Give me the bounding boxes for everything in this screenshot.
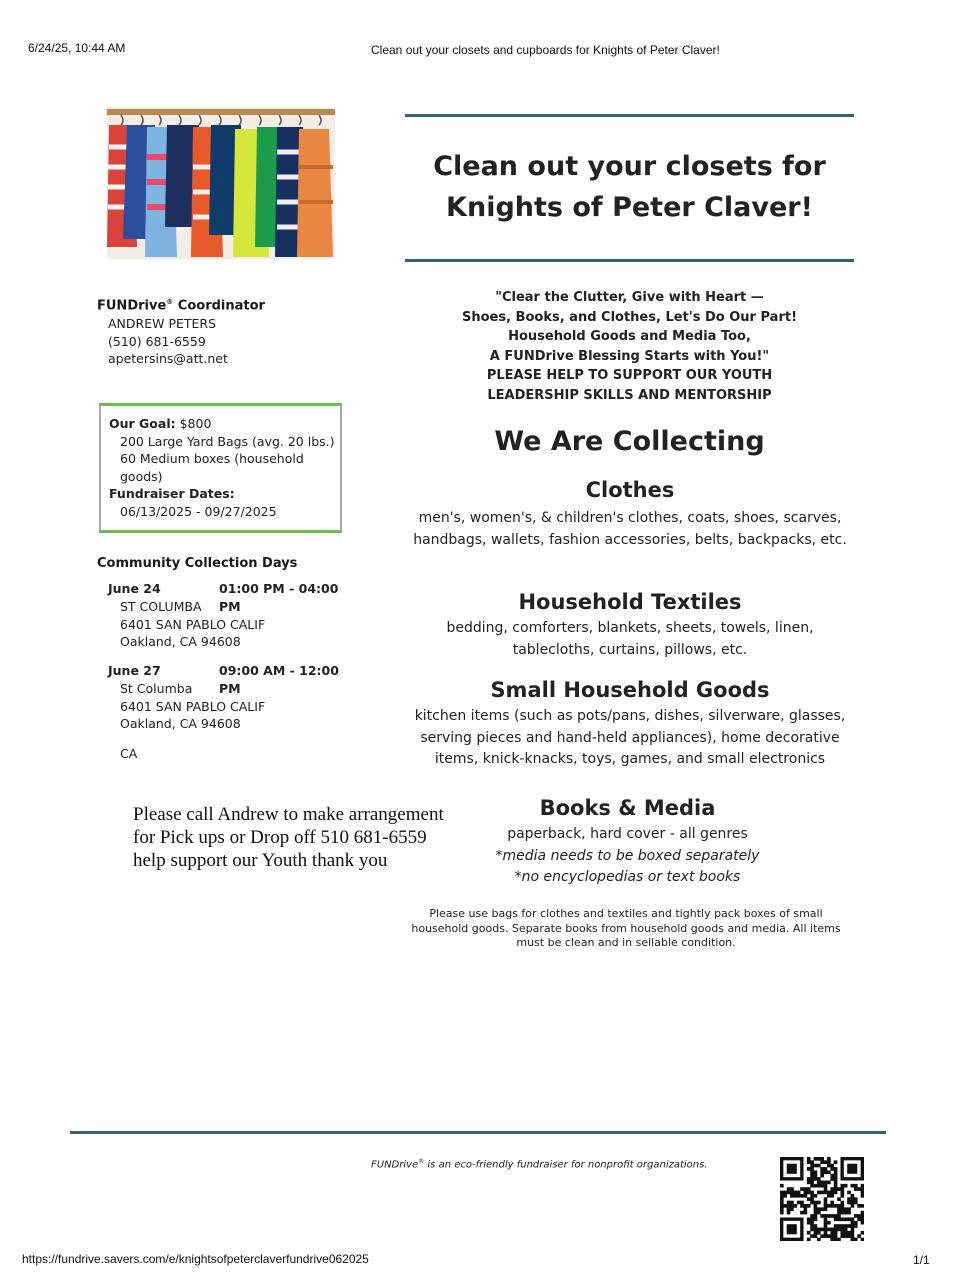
arrangement-note-line: for Pick ups or Drop off 510 681-6559 [133,827,427,848]
slogan-line: PLEASE HELP TO SUPPORT OUR YOUTH [486,368,773,384]
collection-date: June 27 [108,663,161,678]
arrangement-note [133,803,473,872]
collection-time: 01:00 PM - 04:00 PM [219,581,339,614]
category-description [395,618,865,661]
flyer-title-line2: Knights of Peter Claver! [446,192,813,223]
arrangement-note-line: help support our Youth thank you [133,850,388,871]
category-line: serving pieces and hand-held appliances), home decorative [420,729,840,746]
coordinator-email: apetersins@att.net [108,351,228,367]
registered-mark: ® [166,298,174,306]
clothes-rack-photo [107,107,335,259]
category-line: paperback, hard cover - all genres [507,826,748,842]
collection-city: Oakland, CA 94608 [120,716,241,731]
collection-place: ST COLUMBA [120,599,202,614]
category-clothes [395,478,865,551]
collection-state: CA [120,746,138,761]
category-title: Household Textiles [518,590,742,614]
category-description [395,706,865,771]
coordinator-label [97,298,265,313]
goal-content [109,415,339,520]
coordinator-name: ANDREW PETERS [108,316,217,332]
category-line: *no encyclopedias or text books [514,869,741,885]
print-page-title: Clean out your closets and cupboards for Knights of Peter Claver! [371,43,720,57]
collection-day [108,580,358,651]
category-description [395,508,865,551]
slogan-line: Shoes, Books, and Clothes, Let's Do Our Part! [461,309,798,325]
category-line: handbags, wallets, fashion accessories, belts, backpacks, etc. [413,531,847,548]
fundraiser-dates-label: Fundraiser Dates: [109,486,235,501]
category-line: *media needs to be boxed separately [495,847,760,864]
coordinator-block [97,298,265,368]
category-line: bedding, comforters, blankets, sheets, towels, linen, [446,620,814,636]
category-title: Books & Media [539,796,716,820]
print-url[interactable]: https://fundrive.savers.com/e/knightsofpeterclaverfundrive062025 [22,1252,369,1266]
category-title: Small Household Goods [490,678,770,702]
packing-note-line: household goods. Separate books from household goods and media. All items [411,921,841,935]
footer-tagline [371,1158,708,1170]
flyer-title [405,146,854,228]
category-line: items, knick-knacks, toys, games, and small electronics [434,751,826,767]
print-page-number: 1/1 [913,1253,930,1267]
registered-mark: ® [418,1158,425,1165]
collection-city: Oakland, CA 94608 [120,634,241,649]
goal-line: 60 Medium boxes (household [120,451,304,466]
slogan [405,288,854,406]
slogan-line: A FUNDrive Blessing Starts with You!" [489,348,770,364]
coordinator-label-suffix: Coordinator [173,298,265,314]
collection-date: June 24 [108,581,161,596]
collection-heading: Community Collection Days [97,556,298,571]
goal-line: goods) [120,468,163,484]
collection-street: 6401 SAN PABLO CALIF [120,698,266,714]
flyer-title-line1: Clean out your closets for [433,151,826,182]
title-rule-top [405,114,854,117]
goal-amount: $800 [179,416,212,431]
category-line: kitchen items (such as pots/pans, dishes, silverware, glasses, [414,708,846,724]
slogan-line: Household Goods and Media Too, [508,329,751,345]
coordinator-phone: (510) 681-6559 [108,333,206,349]
collection-place: St Columba [120,681,193,696]
slogan-line: LEADERSHIP SKILLS AND MENTORSHIP [487,387,772,403]
coordinator-label-brand: FUNDrive [97,298,167,314]
footer-tagline-text: is an eco-friendly fundraiser for nonprofit organizations. [424,1159,708,1171]
footer-rule [70,1131,886,1134]
collection-day [108,662,358,733]
category-title: Clothes [585,478,675,502]
goal-label: Our Goal: [109,416,176,431]
category-small-household-goods [395,678,865,771]
coordinator-contact [108,315,265,368]
category-line: tablecloths, curtains, pillows, etc. [512,641,748,658]
packing-note-line: must be clean and in sellable condition. [516,936,736,949]
collection-time: 09:00 AM - 12:00 PM [219,663,339,696]
slogan-line: "Clear the Clutter, Give with Heart — [495,290,764,305]
arrangement-note-line: Please call Andrew to make arrangement [133,804,444,825]
print-datetime: 6/24/25, 10:44 AM [28,41,126,55]
category-household-textiles [395,590,865,661]
packing-note [395,907,857,951]
qr-code[interactable] [780,1157,864,1241]
goal-line: 200 Large Yard Bags (avg. 20 lbs.) [120,433,335,449]
collection-street: 6401 SAN PABLO CALIF [120,616,266,632]
title-rule-bottom [405,259,854,262]
packing-note-line: Please use bags for clothes and textiles and tightly pack boxes of small [429,907,823,920]
footer-brand: FUNDrive [371,1159,419,1171]
fundraiser-dates: 06/13/2025 - 09/27/2025 [120,503,277,519]
category-line: men's, women's, & children's clothes, coats, shoes, scarves, [418,510,842,526]
collecting-heading: We Are Collecting [494,426,765,457]
